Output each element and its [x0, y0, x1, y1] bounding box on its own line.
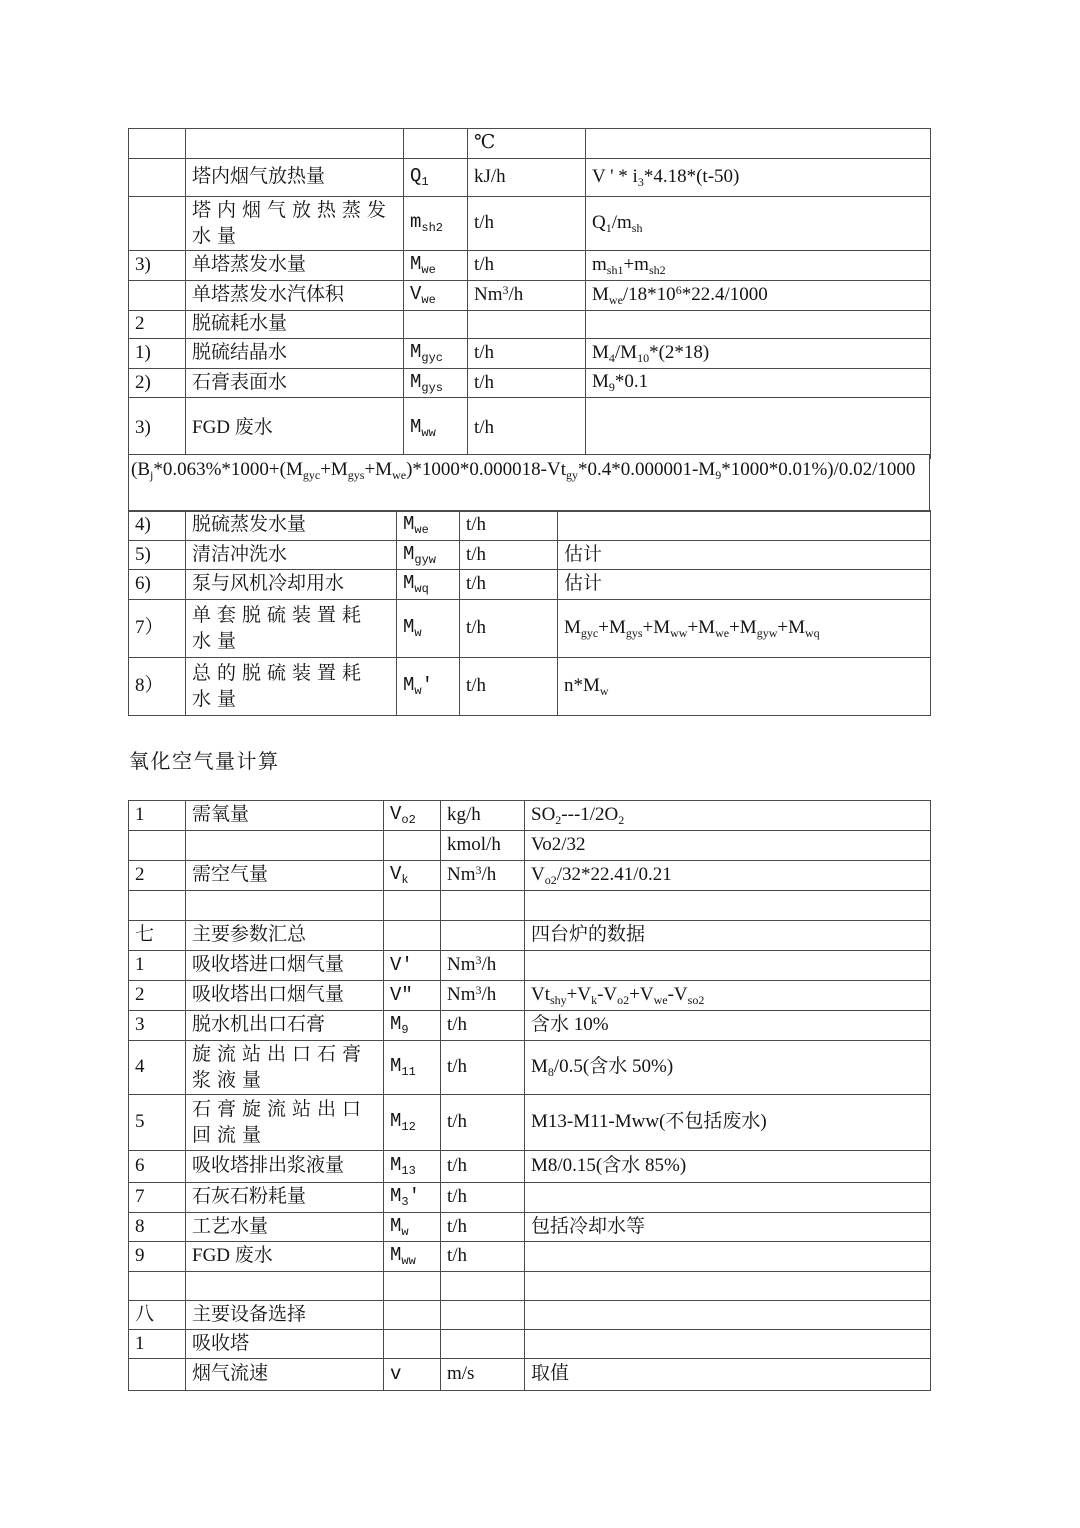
item-name-cell: 工艺水量 [186, 1212, 384, 1242]
row-number-cell: 1 [129, 951, 186, 981]
item-name-cell: 单套脱硫装置耗水量 [186, 600, 397, 658]
item-name-cell: 吸收塔 [186, 1330, 384, 1359]
row-number-cell: 八 [129, 1301, 186, 1330]
table-row [129, 339, 931, 369]
item-name-cell: 吸收塔排出浆液量 [186, 1151, 384, 1183]
unit-cell: t/h [460, 570, 558, 600]
symbol-cell: $M_w$ [397, 600, 460, 658]
item-name-cell: 脱硫蒸发水量 [186, 511, 397, 541]
formula-cell [525, 891, 931, 921]
item-name-cell [186, 1272, 384, 1301]
symbol-cell [384, 891, 441, 921]
row-number-cell: 9 [129, 1242, 186, 1272]
item-name-cell: 塔内烟气放热量 [186, 159, 404, 197]
water-consumption-table-upper [128, 128, 931, 459]
table-row [129, 281, 931, 311]
table-row [129, 1242, 931, 1272]
formula-cell: Vo2/32 [525, 831, 931, 861]
item-name-cell: 单塔蒸发水汽体积 [186, 281, 404, 311]
oxidation-air-table [128, 800, 931, 1391]
formula-cell: $M_{we}/18*10^6*22.4/1000$ [586, 281, 931, 311]
unit-cell: t/h [468, 339, 586, 369]
table-row [129, 951, 931, 981]
symbol-cell [404, 129, 468, 159]
unit-cell: Nm$^3$/h [441, 951, 525, 981]
unit-cell: m/s [441, 1359, 525, 1391]
formula-cell: $M_8/0.5$(含水 50%) [525, 1041, 931, 1095]
unit-cell: t/h [441, 1183, 525, 1213]
formula-cell: $m_{sh1}+m_{sh2}$ [586, 251, 931, 281]
symbol-cell: $M_{ww}$ [404, 398, 468, 459]
formula-cell: $n*M_w$ [558, 658, 931, 716]
formula-cell: $V_{o2}/32*22.41/0.21$ [525, 861, 931, 891]
row-number-cell [129, 159, 186, 197]
symbol-cell [384, 1301, 441, 1330]
unit-cell: t/h [441, 1242, 525, 1272]
row-number-cell: 7） [129, 600, 186, 658]
symbol-cell: $M_w'$ [397, 658, 460, 716]
formula-cell [525, 1242, 931, 1272]
row-number-cell [129, 1359, 186, 1391]
item-name-cell: 石膏表面水 [186, 368, 404, 398]
row-number-cell: 2 [129, 311, 186, 339]
unit-cell: kmol/h [441, 831, 525, 861]
item-name-cell: 需空气量 [186, 861, 384, 891]
symbol-cell: $M_{12}$ [384, 1095, 441, 1151]
table-row [129, 570, 931, 600]
row-number-cell [129, 1272, 186, 1301]
formula-cell [586, 129, 931, 159]
unit-cell: t/h [441, 1212, 525, 1242]
row-number-cell: 3) [129, 398, 186, 459]
symbol-cell [384, 1272, 441, 1301]
item-name-cell: 清洁冲洗水 [186, 540, 397, 570]
table-row [129, 1359, 931, 1391]
table-row [129, 891, 931, 921]
table-row [129, 1041, 931, 1095]
row-number-cell: 7 [129, 1183, 186, 1213]
table-row [129, 129, 931, 159]
unit-cell [441, 1272, 525, 1301]
row-number-cell: 2 [129, 981, 186, 1011]
table-row [129, 540, 931, 570]
table-row [129, 1301, 931, 1330]
symbol-cell: $V_{o2}$ [384, 801, 441, 831]
symbol-cell [384, 921, 441, 951]
symbol-cell: $M_3'$ [384, 1183, 441, 1213]
formula-cell: M13-M11-Mww(不包括废水) [525, 1095, 931, 1151]
item-name-cell: 烟气流速 [186, 1359, 384, 1391]
table-row [129, 600, 931, 658]
row-number-cell: 8 [129, 1212, 186, 1242]
symbol-cell: $M_9$ [384, 1011, 441, 1041]
row-number-cell: 8） [129, 658, 186, 716]
table-row [129, 831, 931, 861]
formula-cell [586, 398, 931, 459]
symbol-cell [384, 831, 441, 861]
table-row [129, 658, 931, 716]
item-name-cell [186, 831, 384, 861]
symbol-cell [404, 311, 468, 339]
row-number-cell: 3) [129, 251, 186, 281]
row-number-cell: 七 [129, 921, 186, 951]
item-name-cell: 塔内烟气放热蒸发水量 [186, 197, 404, 251]
symbol-cell: $M_{wq}$ [397, 570, 460, 600]
fgd-wastewater-formula-row: $(B_j*0.063\%*1000+(M_{gyc}+M_{gys}+M_{we})*1000*0.000018-Vt_{gy}*0.4*0.000001-M_9*1000*0.01\%)/0.02/1000$ [128, 454, 930, 512]
unit-cell: t/h [468, 197, 586, 251]
item-name-cell: 旋流站出口石膏浆液量 [186, 1041, 384, 1095]
formula-cell: 含水 10% [525, 1011, 931, 1041]
unit-cell: t/h [460, 511, 558, 541]
unit-cell: t/h [468, 368, 586, 398]
item-name-cell: 脱硫结晶水 [186, 339, 404, 369]
item-name-cell: 主要参数汇总 [186, 921, 384, 951]
unit-cell: ℃ [468, 129, 586, 159]
row-number-cell: 5) [129, 540, 186, 570]
symbol-cell: v [384, 1359, 441, 1391]
formula-cell: $M_9*0.1$ [586, 368, 931, 398]
symbol-cell: $M_{we}$ [397, 511, 460, 541]
formula-cell [525, 1330, 931, 1359]
item-name-cell: 石膏旋流站出口回流量 [186, 1095, 384, 1151]
formula-cell: $Q_1/m_{sh}$ [586, 197, 931, 251]
item-name-cell: 总的脱硫装置耗水量 [186, 658, 397, 716]
symbol-cell: $M_{gys}$ [404, 368, 468, 398]
water-consumption-table-lower [128, 510, 931, 716]
row-number-cell: 6 [129, 1151, 186, 1183]
item-name-cell: 泵与风机冷却用水 [186, 570, 397, 600]
formula-cell [525, 1301, 931, 1330]
row-number-cell [129, 129, 186, 159]
row-number-cell [129, 281, 186, 311]
table-row [129, 1151, 931, 1183]
formula-cell: $Vt_{shy}+V_k-V_{o2}+V_{we}-V_{so2}$ [525, 981, 931, 1011]
symbol-cell [384, 1330, 441, 1359]
table-row [129, 801, 931, 831]
item-name-cell: FGD 废水 [186, 1242, 384, 1272]
formula-cell: $SO_2---1/2O_2$ [525, 801, 931, 831]
formula-cell: M8/0.15(含水 85%) [525, 1151, 931, 1183]
unit-cell: t/h [460, 540, 558, 570]
unit-cell: t/h [441, 1095, 525, 1151]
item-name-cell: 石灰石粉耗量 [186, 1183, 384, 1213]
table-row [129, 861, 931, 891]
symbol-cell: V″ [384, 981, 441, 1011]
row-number-cell: 1 [129, 1330, 186, 1359]
table-row [129, 398, 931, 459]
table-row [129, 251, 931, 281]
row-number-cell: 3 [129, 1011, 186, 1041]
item-name-cell: 主要设备选择 [186, 1301, 384, 1330]
section-heading: 氧化空气量计算 [129, 751, 280, 773]
unit-cell: t/h [460, 658, 558, 716]
formula-cell [525, 951, 931, 981]
formula-cell: $M_{gyc}+M_{gys}+M_{ww}+M_{we}+M_{gyw}+M_{wq}$ [558, 600, 931, 658]
unit-cell: t/h [441, 1151, 525, 1183]
table-row [129, 981, 931, 1011]
unit-cell [468, 311, 586, 339]
item-name-cell: 脱水机出口石膏 [186, 1011, 384, 1041]
item-name-cell: 脱硫耗水量 [186, 311, 404, 339]
table-row [129, 1330, 931, 1359]
row-number-cell: 4) [129, 511, 186, 541]
item-name-cell: FGD 废水 [186, 398, 404, 459]
unit-cell: t/h [460, 600, 558, 658]
unit-cell: kJ/h [468, 159, 586, 197]
item-name-cell [186, 891, 384, 921]
row-number-cell [129, 891, 186, 921]
table-row [129, 1183, 931, 1213]
formula-cell [586, 311, 931, 339]
table-row [129, 921, 931, 951]
formula-cell [525, 1272, 931, 1301]
unit-cell: t/h [441, 1011, 525, 1041]
unit-cell: Nm$^3$/h [441, 981, 525, 1011]
unit-cell [441, 1301, 525, 1330]
symbol-cell: $V_{we}$ [404, 281, 468, 311]
formula-cell: 包括冷却水等 [525, 1212, 931, 1242]
symbol-cell: $M_{gyc}$ [404, 339, 468, 369]
symbol-cell: $M_{13}$ [384, 1151, 441, 1183]
row-number-cell: 6) [129, 570, 186, 600]
table-row [129, 1095, 931, 1151]
row-number-cell: 5 [129, 1095, 186, 1151]
row-number-cell: 2) [129, 368, 186, 398]
item-name-cell: 吸收塔进口烟气量 [186, 951, 384, 981]
unit-cell: Nm$^3$/h [468, 281, 586, 311]
formula-cell: 估计 [558, 570, 931, 600]
symbol-cell: $M_{we}$ [404, 251, 468, 281]
item-name-cell [186, 129, 404, 159]
formula-cell: 四台炉的数据 [525, 921, 931, 951]
table-row [129, 1212, 931, 1242]
symbol-cell: V' [384, 951, 441, 981]
table-row [129, 511, 931, 541]
symbol-cell: $M_{11}$ [384, 1041, 441, 1095]
table-row [129, 368, 931, 398]
symbol-cell: $m_{sh2}$ [404, 197, 468, 251]
table-row [129, 197, 931, 251]
symbol-cell: $V_k$ [384, 861, 441, 891]
item-name-cell: 吸收塔出口烟气量 [186, 981, 384, 1011]
unit-cell: t/h [468, 251, 586, 281]
row-number-cell [129, 831, 186, 861]
formula-cell: V ' * $i_3*4.18*(t-50)$ [586, 159, 931, 197]
unit-cell: t/h [441, 1041, 525, 1095]
unit-cell: kg/h [441, 801, 525, 831]
item-name-cell: 需氧量 [186, 801, 384, 831]
unit-cell [441, 891, 525, 921]
formula-cell [558, 511, 931, 541]
formula-cell [525, 1183, 931, 1213]
row-number-cell: 1) [129, 339, 186, 369]
row-number-cell: 2 [129, 861, 186, 891]
table-row [129, 311, 931, 339]
item-name-cell: 单塔蒸发水量 [186, 251, 404, 281]
table-row [129, 1011, 931, 1041]
row-number-cell: 1 [129, 801, 186, 831]
symbol-cell: $M_{ww}$ [384, 1242, 441, 1272]
unit-cell [441, 921, 525, 951]
table-row [129, 1272, 931, 1301]
symbol-cell: $M_w$ [384, 1212, 441, 1242]
table-row [129, 159, 931, 197]
formula-cell: 估计 [558, 540, 931, 570]
unit-cell: Nm$^3$/h [441, 861, 525, 891]
unit-cell [441, 1330, 525, 1359]
symbol-cell: $M_{gyw}$ [397, 540, 460, 570]
unit-cell: t/h [468, 398, 586, 459]
row-number-cell [129, 197, 186, 251]
formula-cell: 取值 [525, 1359, 931, 1391]
formula-cell: $M_4/M_{10}*(2*18)$ [586, 339, 931, 369]
row-number-cell: 4 [129, 1041, 186, 1095]
symbol-cell: $Q_1$ [404, 159, 468, 197]
